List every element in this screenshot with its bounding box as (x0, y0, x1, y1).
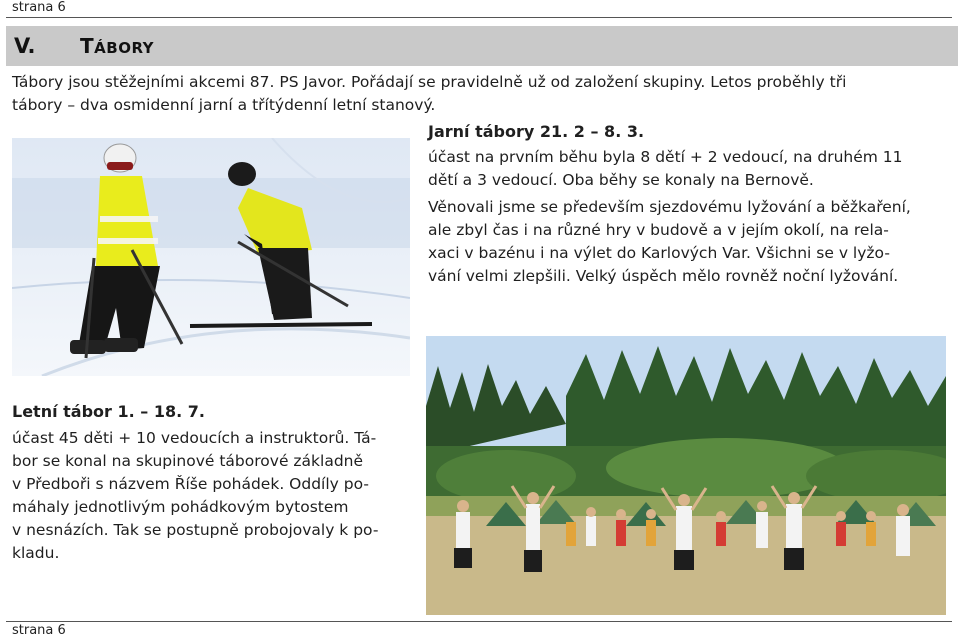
page-label-bottom: strana 6 (12, 623, 66, 638)
spring-line: účast na prvním běhu byla 8 dětí + 2 vedoucí, na druhém 11 (428, 148, 903, 166)
section-number: V. (14, 34, 36, 58)
header-rule (6, 17, 952, 18)
summer-line: účast 45 děti + 10 vedoucích a instruktorů. Tá- (12, 429, 377, 447)
summer-line: v nesnázích. Tak se postupně probojovaly k po- (12, 521, 379, 539)
summer-camp-paragraph (12, 427, 420, 565)
spring-camp-paragraph (428, 146, 958, 288)
page-label-top: strana 6 (12, 0, 66, 15)
ski-photo (12, 138, 410, 376)
intro-line: Tábory jsou stěžejními akcemi 87. PS Javor. Pořádají se pravidelně už od založení skupiny. Letos proběhly tři (12, 73, 847, 91)
spring-line: xaci v bazénu i na výlet do Karlových Var. Všichni se v lyžo- (428, 244, 890, 262)
summer-line: bor se konal na skupinové táborové základně (12, 452, 364, 470)
ski-photo-illustration (12, 138, 410, 376)
summer-camp-heading: Letní tábor 1. – 18. 7. (12, 402, 205, 421)
summer-line: máhaly jednotlivým pohádkovým bytostem (12, 498, 349, 516)
camp-photo-illustration (426, 336, 946, 615)
spring-camp-heading: Jarní tábory 21. 2 – 8. 3. (428, 122, 645, 141)
camp-photo (426, 336, 946, 615)
intro-line: tábory – dva osmidenní jarní a třítýdenní letní stanový. (12, 96, 436, 114)
spring-line: vání velmi zlepšili. Velký úspěch mělo rovněž noční lyžování. (428, 267, 899, 285)
section-heading (6, 26, 958, 66)
section-title: TÁBORY (80, 34, 155, 58)
spring-line: Věnovali jsme se především sjezdovému lyžování a běžkaření, (428, 198, 911, 216)
intro-paragraph (12, 71, 952, 117)
footer-rule (6, 621, 952, 622)
spring-line: dětí a 3 vedoucí. Oba běhy se konaly na Bernově. (428, 171, 814, 189)
summer-line: v Předboři s názvem Říše pohádek. Oddíly po- (12, 475, 369, 493)
spring-line: ale zbyl čas i na různé hry v budově a v jejím okolí, na rela- (428, 221, 889, 239)
summer-line: kladu. (12, 544, 60, 562)
